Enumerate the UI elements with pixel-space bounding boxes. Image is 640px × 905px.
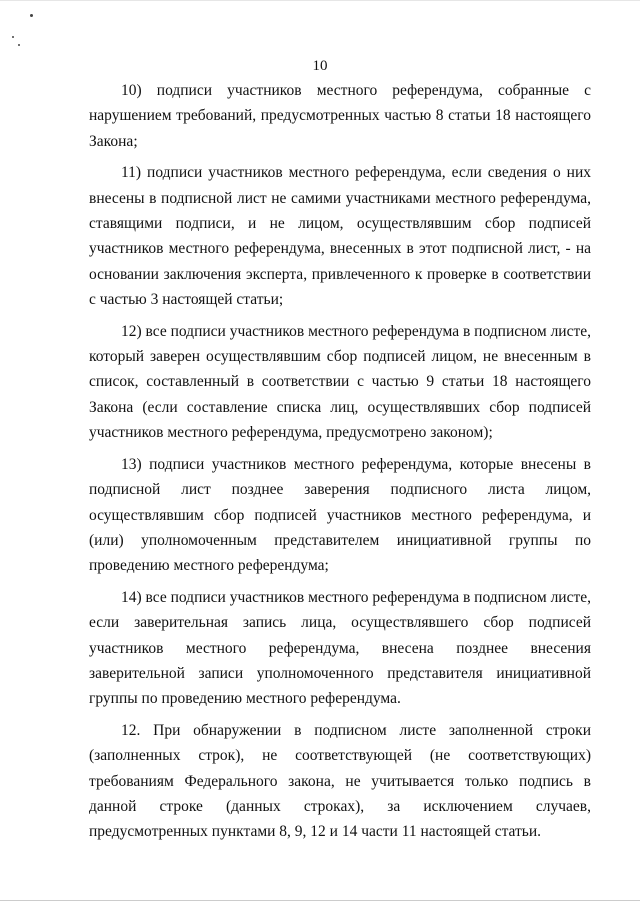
paragraph-part-12: 12. При обнаружении в подписном листе заполненной строки (заполненных строк), не соответствующей (не соответствующих) требованиям Федерального закона, не учитывается только подпись в данной строке (данных строках), за исключением случаев, предусмотренных пунктами 8, 9, 12 и 14 части 11 настоящей статьи. — [89, 721, 591, 841]
paragraph-item-11: 11) подписи участников местного референдума, если сведения о них внесены в подписной лист не самими участниками местного референдума, ставящими подписи, и не лицом, осуществлявшим сбор подписей участников местного референдума, внесенных в этот подписной лист, - на основании заключения эксперта, привлеченного к проверке в соответствии с частью 3 настоящей статьи; — [89, 164, 591, 309]
paragraph-item-14: 14) все подписи участников местного референдума в подписном листе, если заверительная запись лица, осуществлявшего сбор подписей участников местного референдума, внесена позднее внесения заверительной записи уполномоченного представителя инициативной группы по проведению местного референдума. — [89, 588, 592, 708]
paragraph-item-10: 10) подписи участников местного референдума, собранные с нарушением требований, предусмотренных частью 8 статьи 18 настоящего Закона; — [89, 82, 591, 150]
scan-edge-top — [0, 0, 640, 1]
scan-speck — [12, 36, 14, 38]
scan-speck — [18, 44, 20, 46]
paragraph-item-13: 13) подписи участников местного референдума, которые внесены в подписной лист позднее заверения подписного листа лицом, осуществлявшим сбор подписей участников местного референдума, и (или) уполномоченным представителем инициативной группы по проведению местного референдума; — [89, 455, 591, 575]
paragraph-item-12: 12) все подписи участников местного референдума в подписном листе, который заверен осуществлявшим сбор подписей лицом, не внесенным в список, составленный в соответствии с частью 9 статьи 18 настоящего Закона (если составление списка лиц, осуществлявших сбор подписей участников местного референдума, предусмотрено законом); — [89, 322, 592, 442]
scan-edge-bottom — [0, 900, 640, 901]
document-body — [89, 78, 591, 851]
page-number: 10 — [312, 58, 328, 74]
scan-speck — [30, 14, 33, 17]
